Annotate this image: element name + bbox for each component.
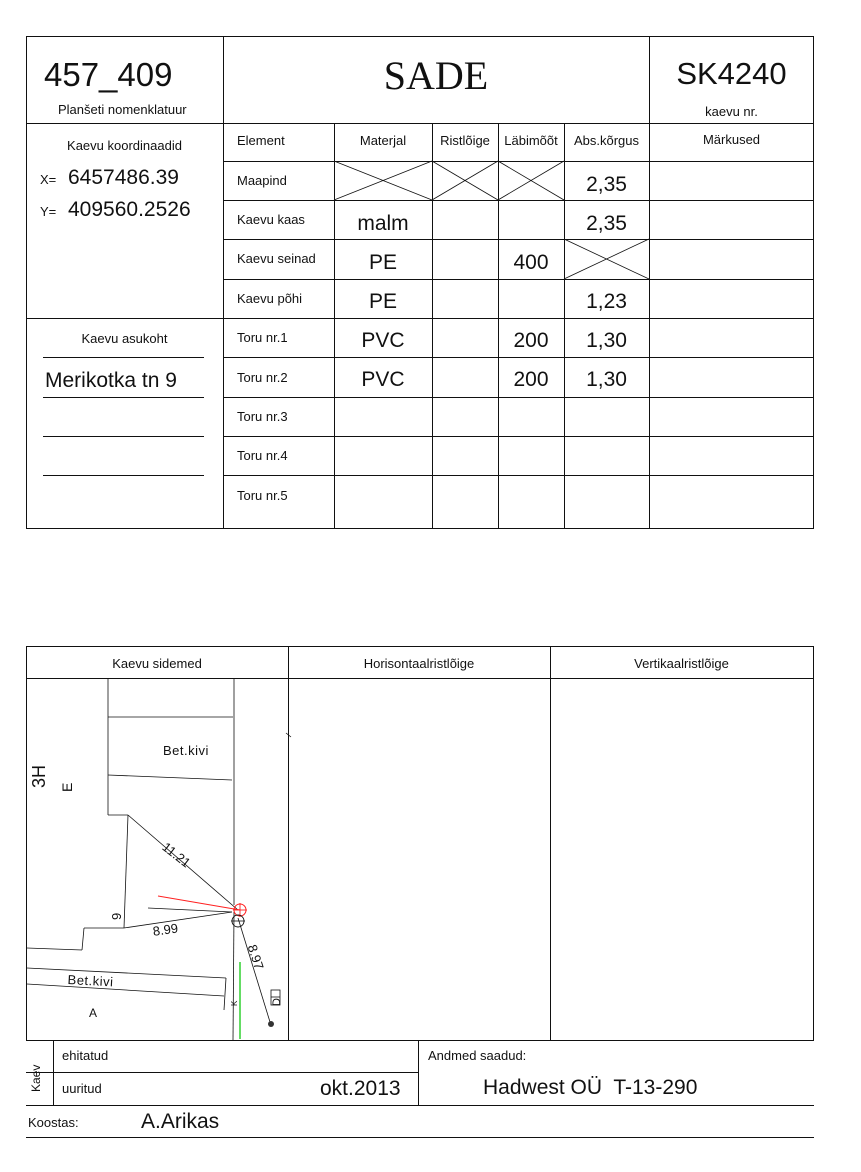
row-element: Kaevu põhi bbox=[237, 291, 303, 306]
data-source-value: Hadwest OÜ T-13-290 bbox=[483, 1076, 698, 1099]
row-elevation: 1,30 bbox=[586, 368, 627, 391]
row-element: Toru nr.3 bbox=[237, 409, 288, 424]
page-title: SADE bbox=[383, 53, 489, 98]
built-label: ehitatud bbox=[62, 1048, 109, 1063]
sketch-col-vertical: Vertikaalristlõige bbox=[634, 656, 729, 671]
label-dist-2: 8.99 bbox=[151, 920, 180, 939]
plan-number: 457_409 bbox=[44, 56, 173, 93]
coordinates-label: Kaevu koordinaadid bbox=[67, 138, 182, 153]
row-element: Toru nr.2 bbox=[237, 370, 288, 385]
label-d: D bbox=[271, 998, 283, 1006]
label-dist-3: 8.97 bbox=[244, 942, 267, 972]
row-diameter: 400 bbox=[513, 251, 549, 274]
location-address: Merikotka tn 9 bbox=[45, 369, 177, 392]
y-value: 409560.2526 bbox=[68, 198, 191, 221]
label-house-letter: E bbox=[59, 782, 75, 792]
row-elevation: 2,35 bbox=[586, 212, 627, 235]
label-betkivi-top: Bet.kivi bbox=[163, 743, 209, 758]
label-num-9: 9 bbox=[109, 912, 124, 920]
row-material: PE bbox=[368, 251, 397, 274]
row-material: PVC bbox=[361, 329, 405, 352]
y-label: Y= bbox=[40, 204, 57, 219]
sketch-col-horizontal: Horisontaalristlõige bbox=[363, 656, 475, 671]
updated-value: okt.2013 bbox=[320, 1077, 401, 1100]
author-value: A.Arikas bbox=[141, 1110, 220, 1133]
row-element: Toru nr.1 bbox=[237, 330, 288, 345]
label-betkivi-bottom: Bet.kivi bbox=[67, 972, 114, 990]
row-diameter: 200 bbox=[513, 368, 549, 391]
plan-label: Planšeti nomenklatuur bbox=[58, 102, 187, 117]
row-element: Toru nr.5 bbox=[237, 488, 288, 503]
updated-label: uuritud bbox=[62, 1081, 102, 1096]
label-a: A bbox=[89, 1006, 98, 1020]
col-elevation: Abs.kõrgus bbox=[573, 133, 640, 148]
label-house: 3H bbox=[29, 764, 49, 788]
author-label: Koostas: bbox=[28, 1115, 79, 1130]
row-material: malm bbox=[357, 212, 409, 235]
col-diameter: Läbimõõt bbox=[504, 133, 558, 148]
x-value: 6457486.39 bbox=[68, 166, 179, 189]
data-source-label: Andmed saadud: bbox=[428, 1048, 527, 1063]
kaev-label: Kaev bbox=[29, 1064, 43, 1092]
row-elevation: 1,30 bbox=[586, 329, 627, 352]
row-element: Kaevu kaas bbox=[237, 212, 305, 227]
row-element: Maapind bbox=[237, 173, 287, 188]
label-dist-1: 11.21 bbox=[159, 839, 194, 871]
col-remarks: Märkused bbox=[702, 132, 761, 147]
col-element: Element bbox=[237, 133, 285, 148]
row-elevation: 2,35 bbox=[586, 173, 627, 196]
row-elevation: 1,23 bbox=[586, 290, 627, 313]
row-diameter: 200 bbox=[513, 329, 549, 352]
row-element: Kaevu seinad bbox=[237, 251, 316, 266]
col-material: Materjal bbox=[359, 133, 407, 148]
row-element: Toru nr.4 bbox=[237, 448, 288, 463]
well-number: SK4240 bbox=[676, 56, 787, 91]
well-label: kaevu nr. bbox=[705, 104, 758, 119]
col-section: Ristlõige bbox=[440, 133, 490, 148]
x-label: X= bbox=[40, 172, 57, 187]
row-material: PVC bbox=[361, 368, 405, 391]
label-k: K bbox=[230, 1000, 239, 1006]
row-material: PE bbox=[368, 290, 397, 313]
location-label: Kaevu asukoht bbox=[81, 331, 168, 346]
sketch-col-links: Kaevu sidemed bbox=[112, 656, 202, 671]
